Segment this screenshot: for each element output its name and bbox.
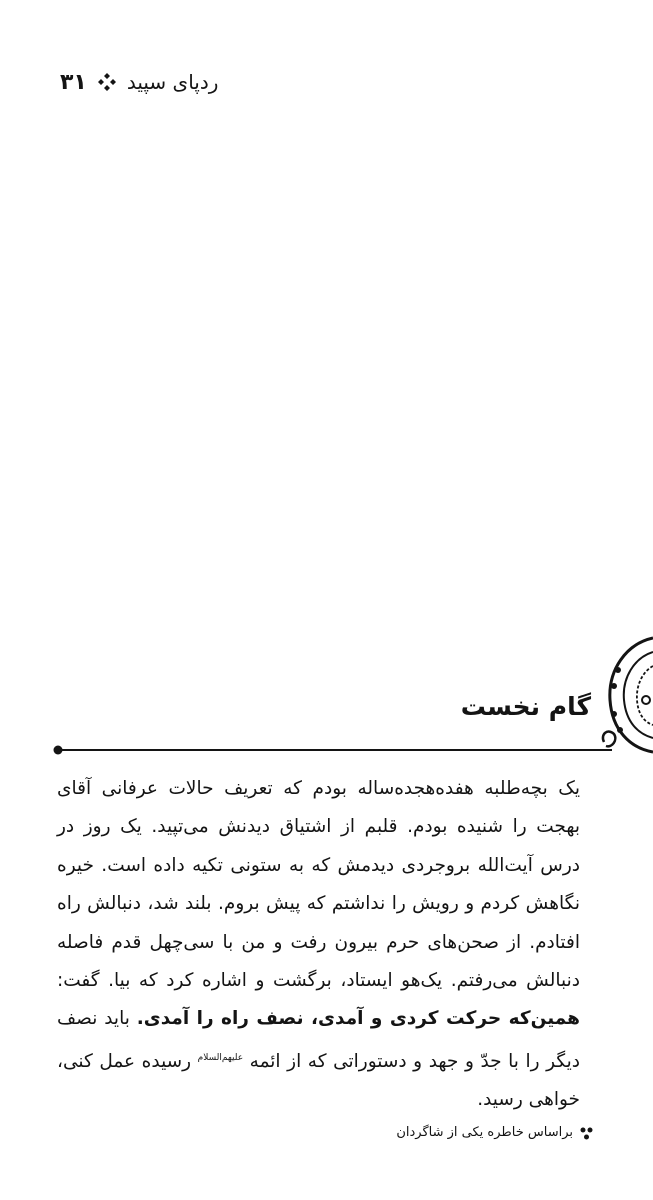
three-dot-bullet-icon (579, 1126, 593, 1140)
chapter-divider (52, 744, 612, 756)
four-diamond-icon (97, 72, 117, 92)
page-number: ۳۱ (60, 69, 87, 95)
footnote (396, 1125, 593, 1140)
honorific-glyph: علیهم‌السلام (197, 1052, 244, 1063)
paisley-ornament-icon (596, 630, 653, 760)
book-title: ردپای سپید (126, 70, 219, 94)
bold-quote: همین‌که حرکت کردی و آمدی، نصف راه را آمدی. (136, 1008, 581, 1030)
footnote-text: براساس خاطره یکی از شاگردان (396, 1125, 573, 1140)
body-paragraph (57, 770, 580, 1120)
chapter-title: گام نخست (460, 692, 591, 721)
body-text-part3: رسیده عمل کنی، خواهی رسید. (57, 1051, 580, 1111)
body-text-part1: یک بچه‌طلبه هفده‌هجده‌ساله بودم که تعریف حالات عرفانی آقای بهجت را شنیده بودم. قلبم از اشتیاق دیدنش می‌تپید. یک روز در درس آیت‌الله بروجردی دیدمش که به ستونی تکیه داده است. خیره نگاهش کردم و رویش را نداشتم که پیش بروم. بلند شد، دنبالش راه افتادم. از صحن‌های حرم بیرون رفت و من با سی‌چهل قدم فاصله دنبالش می‌رفتم. یک‌هو ایستاد، برگشت و اشاره کرد که بیا. گفت: (57, 778, 580, 992)
body-text-part2: باید نصف دیگر را با جدّ و جهد و دستوراتی که از ائمه (57, 1008, 580, 1072)
running-header (60, 64, 218, 100)
